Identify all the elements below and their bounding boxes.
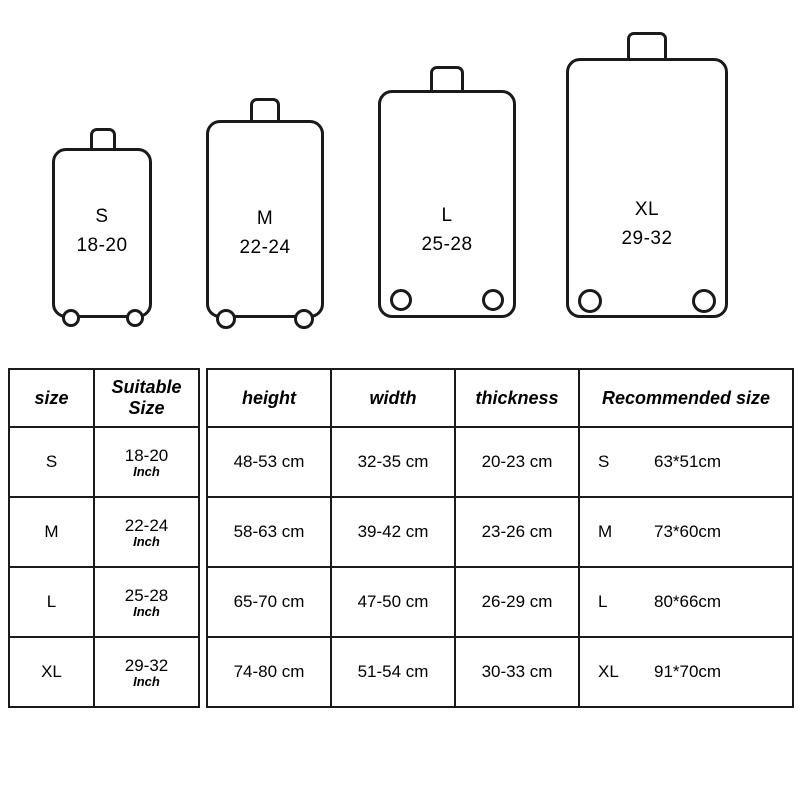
cell-size: M <box>9 497 94 567</box>
cell-suitable-size <box>94 637 199 707</box>
cell-suitable-value: 25-28 <box>124 585 169 605</box>
cell-suitable-unit: Inch <box>133 533 160 549</box>
suitcase-s-letter: S <box>95 206 109 227</box>
cell-recommended-value: 80*66cm <box>654 592 722 611</box>
size-table-left <box>8 368 200 708</box>
suitcase-xl <box>566 58 728 318</box>
suitcase-s-range: 18-20 <box>76 234 128 256</box>
suitcase-l-letter: L <box>441 205 453 226</box>
cell-height: 74-80 cm <box>207 637 331 707</box>
suitcase-xl-wheel-left <box>578 289 602 313</box>
cell-thickness: 20-23 cm <box>455 427 579 497</box>
suitcase-m-wheel-left <box>216 309 236 329</box>
suitcase-s-labels <box>52 203 152 260</box>
table-row <box>207 497 793 567</box>
suitcase-xl-handle <box>627 32 667 60</box>
cell-recommended-size <box>579 637 793 707</box>
suitcase-m <box>206 120 324 318</box>
suitcase-m-labels <box>206 205 324 262</box>
suitcase-xl-range: 29-32 <box>621 227 673 249</box>
table-row <box>9 637 199 707</box>
cell-suitable-unit: Inch <box>133 673 160 689</box>
suitcase-l-labels <box>378 202 516 259</box>
cell-suitable-size <box>94 497 199 567</box>
suitcase-l-range: 25-28 <box>421 233 473 255</box>
cell-height: 58-63 cm <box>207 497 331 567</box>
suitcase-s-wheel-right <box>126 309 144 327</box>
suitcase-s-wheel-left <box>62 309 80 327</box>
suitcase-l <box>378 90 516 318</box>
cell-recommended-size <box>579 497 793 567</box>
cell-suitable-unit: Inch <box>133 603 160 619</box>
table-header-row <box>207 369 793 427</box>
cell-thickness: 30-33 cm <box>455 637 579 707</box>
cell-recommended-letter: L <box>598 592 608 611</box>
suitcase-xl-labels <box>566 196 728 253</box>
suitcase-xl-wheel-right <box>692 289 716 313</box>
luggage-illustration-group <box>0 0 800 360</box>
suitcase-l-wheel-right <box>482 289 504 311</box>
suitcase-xl-body <box>566 58 728 318</box>
cell-recommended-letter: XL <box>598 662 619 681</box>
cell-suitable-value: 29-32 <box>124 655 169 675</box>
cell-width: 51-54 cm <box>331 637 455 707</box>
cell-size: XL <box>9 637 94 707</box>
table-row <box>207 637 793 707</box>
header-width: width <box>331 369 455 427</box>
cell-suitable-value: 22-24 <box>124 515 169 535</box>
cell-recommended-size <box>579 427 793 497</box>
cell-suitable-size <box>94 427 199 497</box>
cell-size: S <box>9 427 94 497</box>
suitcase-m-range: 22-24 <box>239 236 291 258</box>
suitcase-m-wheel-right <box>294 309 314 329</box>
cell-suitable-size <box>94 567 199 637</box>
cell-thickness: 23-26 cm <box>455 497 579 567</box>
header-height: height <box>207 369 331 427</box>
cell-height: 48-53 cm <box>207 427 331 497</box>
size-table-right <box>206 368 794 708</box>
header-suitable-size: Suitable Size <box>94 369 199 427</box>
table-row <box>207 427 793 497</box>
table-row <box>9 427 199 497</box>
cell-width: 32-35 cm <box>331 427 455 497</box>
cell-thickness: 26-29 cm <box>455 567 579 637</box>
suitcase-s <box>52 148 152 318</box>
suitcase-m-handle <box>250 98 280 122</box>
cell-suitable-unit: Inch <box>133 463 160 479</box>
cell-size: L <box>9 567 94 637</box>
cell-suitable-value: 18-20 <box>124 445 169 465</box>
table-row <box>9 497 199 567</box>
cell-recommended-letter: M <box>598 522 613 541</box>
suitcase-l-handle <box>430 66 464 92</box>
table-row <box>207 567 793 637</box>
cell-height: 65-70 cm <box>207 567 331 637</box>
cell-recommended-value: 91*70cm <box>654 662 722 681</box>
header-recommended-size: Recommended size <box>579 369 793 427</box>
suitcase-m-letter: M <box>256 208 274 229</box>
cell-recommended-value: 63*51cm <box>654 452 722 471</box>
table-header-row <box>9 369 199 427</box>
cell-width: 47-50 cm <box>331 567 455 637</box>
header-thickness: thickness <box>455 369 579 427</box>
table-row <box>9 567 199 637</box>
suitcase-xl-letter: XL <box>634 199 660 220</box>
cell-recommended-letter: S <box>598 452 610 471</box>
header-size: size <box>9 369 94 427</box>
suitcase-s-handle <box>90 128 116 150</box>
cell-recommended-value: 73*60cm <box>654 522 722 541</box>
suitcase-l-wheel-left <box>390 289 412 311</box>
cell-width: 39-42 cm <box>331 497 455 567</box>
cell-recommended-size <box>579 567 793 637</box>
